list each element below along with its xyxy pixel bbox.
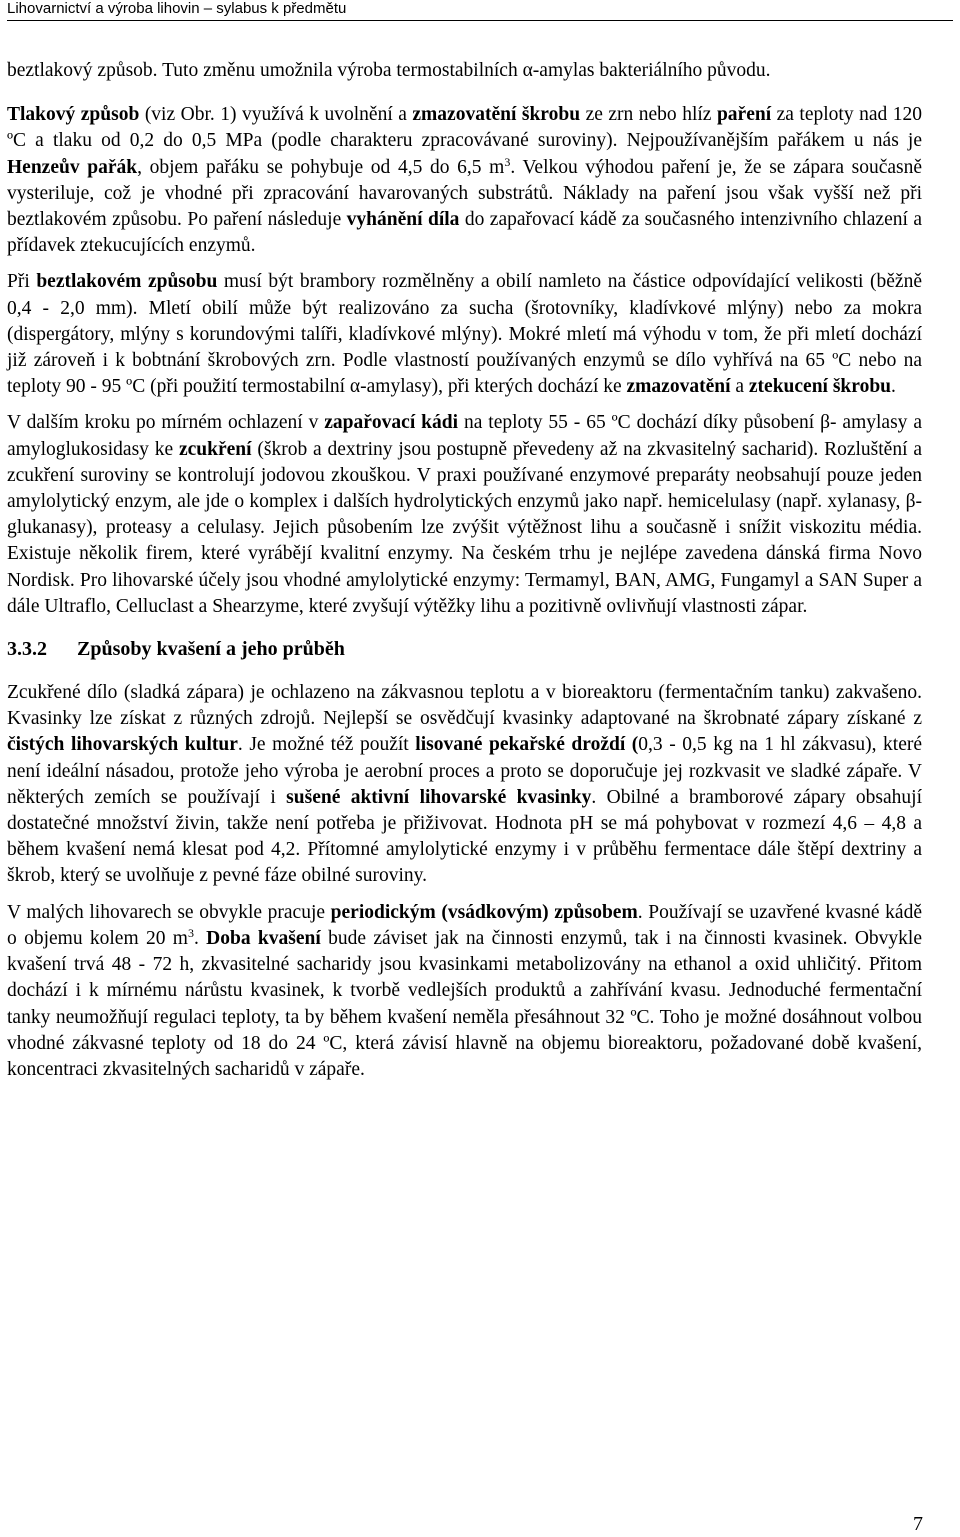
text: . [193, 927, 207, 949]
text: V dalším kroku po mírném ochlazení v [7, 412, 325, 434]
bold-term: lisované pekařské droždí ( [415, 734, 639, 756]
text: (škrob a dextriny jsou postupně převedeny až na zkvasitelný sacharid). Rozluštění a zcukření suroviny se kontrolují jodovou zkouškou. V praxi používané enzymové preparáty neobsahují pouze jeden amylolytický enzym, ale jde o komplex i dalších hydrolytických enzymů jako např. hemicelulasy (např. xylanasy, β-glukanasy), proteasy a celulasy. Jejich působením lze zvýšit výtěžnost lihu a současně i snížit viskozitu média. Existuje několik firem, které vyrábějí kvalitní enzymy. Na českém trhu je nejlépe zavedena dánská firma Novo Nordisk. Pro lihovarské účely jsou vhodné amylolytické enzymy: Termamyl, BAN, AMG, Fungamyl a SAN Super a dále Ultraflo, Celluclast a Shearzyme, které zvyšují výtěžky lihu a pozitivně ovlivňují vlastnosti zápar. [7, 438, 922, 617]
text: bude záviset jak na činnosti enzymů, tak i na činnosti kvasinek. Obvykle kvašení trvá 48 - 72 h, zkvasitelné sacharidy jsou kvasinkami metabolizovány na ethanol a oxid uhličitý. Přitom dochází i k mírnému nárůstu kvasinek, k tvorbě vedlejších produktů a zahřívání kvasu. Jednoduché fermentační tanky neumožňují regulaci teploty, ta by během kvašení neměla přesáhnout 32 ºC. Toho je možné dosáhnout volbou vhodné zákvasné teploty od 18 do 24 ºC, která závisí hlavně na objemu bioreaktoru, požadované době kvašení, koncentraci zkvasitelných sacharidů v zápaře. [7, 927, 923, 1080]
text: ze zrn nebo hlíz [580, 104, 717, 126]
text: 0,3 - 0,5 kg na 1 hl zákvasu), které není ideální násadou, protože jeho výroba je aerobní proces a proto se doporučuje jej rozkvasit ve sladké zápaře. V některých zemích se používají i [7, 734, 922, 808]
paragraph-continuation [7, 58, 922, 84]
text: V malých lihovarech se obvykle pracuje [7, 901, 331, 923]
text: . [891, 376, 896, 398]
text: . Používají se uzavřené kvasné kádě o objemu kolem 20 m [7, 901, 922, 949]
text: a [730, 376, 749, 398]
paragraph-batch-method [7, 900, 922, 1083]
text: Zcukřené dílo (sladká zápara) je ochlazeno na zákvasnou teplotu a v bioreaktoru (fermentačním tanku) zakvašeno. Kvasinky lze získat z různých zdrojů. Nejlepší se osvědčují kvasinky adaptované na škrobnaté zápary získané z [7, 682, 922, 730]
bold-term: ztekucení škrobu [748, 376, 892, 398]
text: musí být brambory rozmělněny a obilí namleto na částice odpovídající velikosti (běžně 0,4 - 2,0 mm). Mletí obilí může být realizováno za sucha (šrotovníky, kladívkové mlýny) nebo za mokra (dispergátory, mlýny s korundovými talíři, kladívkové mlýny). Mokré mletí má výhodu v tom, že při mletí dochází již zároveň i k bobtnání škrobových zrn. Podle vlastností používaných enzymů se dílo vyhřívá na 65 ºC nebo na teploty 90 - 95 ºC (při použití termostabilní α-amylasy), při kterých dochází ke [7, 271, 922, 398]
bold-term: paření [716, 104, 772, 126]
text: , objem pařáku se pohybuje od 4,5 do 6,5 m [137, 156, 505, 178]
text: Při [7, 271, 37, 293]
bold-term: Doba kvašení [206, 927, 321, 949]
bold-term: Tlakový způsob [7, 104, 140, 126]
bold-term: zmazovatění škrobu [412, 104, 581, 126]
text: . Obilné a bramborové zápary obsahují dostatečné množství živin, takže není potřeba je přiživovat. Hodnota pH se má pohybovat v rozmezí 4,6 – 4,8 a během kvašení nemá klesat pod 4,2. Přítomné amylolytické enzymy i v průběhu fermentace dále štěpí dextriny a škrob, který se uvolňuje z pevné fáze obilné suroviny. [7, 786, 923, 887]
page-number: 7 [913, 1513, 923, 1535]
paragraph-saccharification [7, 410, 922, 620]
bold-term: čistých lihovarských kultur [7, 734, 238, 756]
text: do zapařovací kádě za současného intenzivního chlazení a přídavek ztekucujících enzymů. [7, 209, 922, 257]
bold-term: zcukření [178, 438, 252, 460]
section-number: 3.3.2 [7, 638, 47, 661]
page-body [7, 58, 922, 1093]
paragraph-fermentation [7, 680, 922, 890]
bold-term: sušené aktivní lihovarské kvasinky [286, 786, 592, 808]
bold-term: zmazovatění [626, 376, 731, 398]
text: beztlakový způsob. Tuto změnu umožnila výroba termostabilních α-amylas bakteriálního původu. [7, 60, 771, 81]
text: (viz Obr. 1) využívá k uvolnění a [139, 104, 413, 126]
section-heading [7, 636, 922, 662]
bold-term: Henzeův pařák [7, 156, 138, 178]
paragraph-pressure-method [7, 102, 922, 259]
bold-term: vyhánění díla [346, 209, 460, 231]
text: na teploty 55 - 65 ºC dochází díky působení β- amylasy a amyloglukosidasy ke [7, 412, 922, 460]
bold-term: periodickým (vsádkovým) způsobem [330, 901, 638, 923]
bold-term: zapařovací kádi [324, 412, 459, 434]
running-header: Lihovarnictví a výroba lihovin – sylabus k předmětu [7, 0, 953, 21]
text: . Velkou výhodou paření je, že se zápara současně vysteriluje, což je vhodné při zpracování havarovaných substrátů. Náklady na paření jsou však vyšší než při beztlakovém způsobu. Po paření následuje [7, 156, 923, 231]
text: za teploty nad 120 ºC a tlaku od 0,2 do 0,5 MPa (podle charakteru zpracovávané suroviny). Nejpoužívanějším pařákem u nás je [7, 104, 922, 152]
text: . Je možné též použít [237, 734, 416, 756]
paragraph-pressureless-method [7, 269, 922, 400]
section-title: Způsoby kvašení a jeho průběh [77, 638, 345, 661]
superscript: 3 [504, 154, 511, 169]
bold-term: beztlakovém způsobu [36, 271, 218, 293]
superscript: 3 [187, 925, 194, 940]
